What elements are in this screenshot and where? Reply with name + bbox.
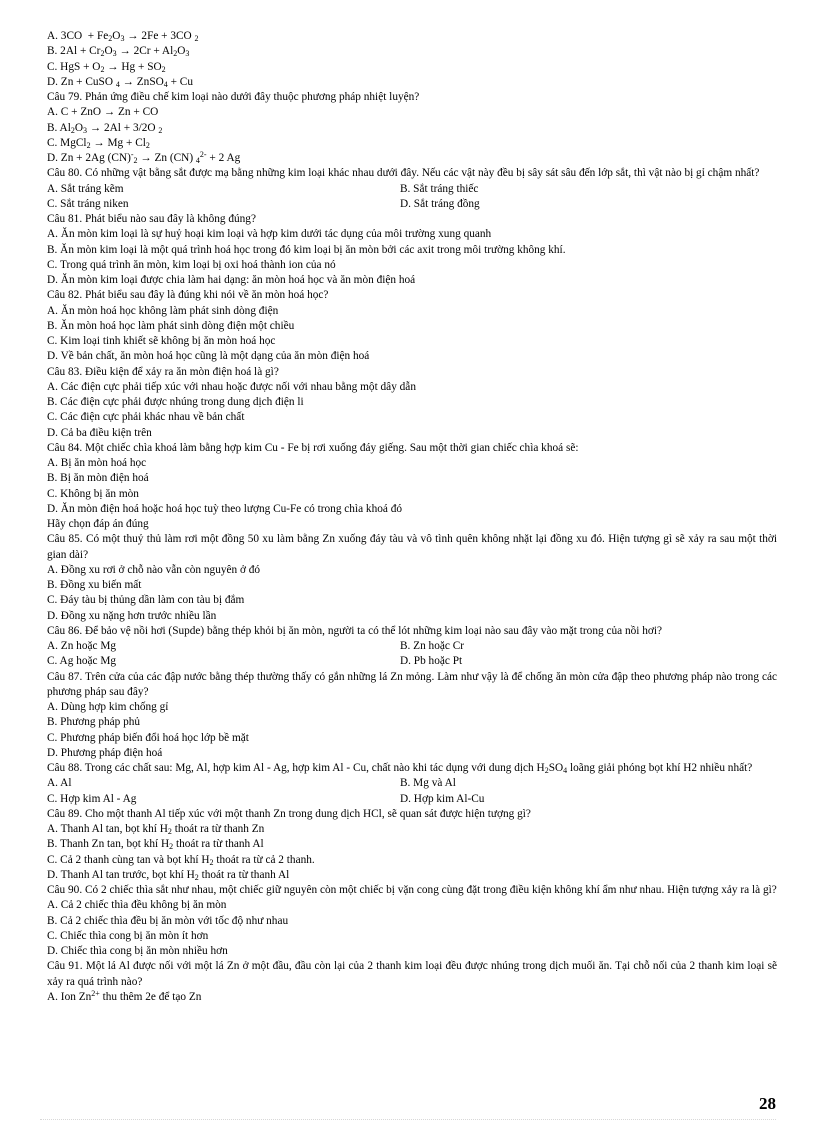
answer-option: A. Đồng xu rơi ở chỗ nào vẫn còn nguyên ở đó	[47, 563, 261, 576]
answer-option: A. C + ZnO → Zn + CO	[47, 106, 159, 119]
question-text: Câu 87. Trên cửa của các đập nước bằng thép thường thấy có gắn những lá Zn mỏng. Làm như vậy là để chống ăn mòn cửa đập theo phương pháp nào trong các phương pháp sau đây?	[47, 670, 777, 698]
answer-option: C. Các điện cực phải khác nhau về bản chất	[47, 411, 245, 424]
answer-row	[47, 654, 777, 669]
answer-row	[47, 182, 777, 197]
answer-option: C. Trong quá trình ăn mòn, kim loại bị oxi hoá thành ion của nó	[47, 258, 336, 271]
question-text: Câu 83. Điều kiện để xảy ra ăn mòn điện hoá là gì?	[47, 365, 279, 378]
answer-option: B. $Al_2O_3 \to 2Al + 3/2O$ $_2$	[47, 121, 163, 135]
answer-option: A. Thanh Al tan, bọt khí $H_2$ thoát ra từ thanh Zn	[47, 823, 265, 836]
footer-divider	[40, 1119, 776, 1120]
answer-option: C. Kim loại tinh khiết sẽ không bị ăn mòn hoá học	[47, 335, 276, 347]
answer-row	[47, 776, 777, 791]
answer-option: C. Phương pháp biến đổi hoá học lớp bề mặt	[47, 731, 249, 744]
answer-option: D. Chiếc thìa cong bị ăn mòn nhiều hơn	[47, 945, 228, 957]
question-text: Câu 90. Có 2 chiếc thìa sắt như nhau, một chiếc giữ nguyên còn một chiếc bị vặn cong cùng đặt trong điều kiện không khí ẩm như nhau. Hiện tượng xảy ra là gì?	[47, 884, 777, 896]
answer-option: D. Phương pháp điện hoá	[47, 746, 163, 759]
answer-option: C. Chiếc thìa cong bị ăn mòn ít hơn	[47, 929, 209, 942]
question-text: Câu 88. Trong các chất sau: Mg, Al, hợp kim Al - Ag, hợp kim Al - Cu, chất nào khi tác dụng với dung dịch $H_2SO_4$ loãng giải phóng bọt khí H2 nhiều nhất?	[47, 762, 753, 775]
answer-option: B. Phương pháp phủ	[47, 716, 141, 729]
answer-option: D. Sắt tráng đồng	[400, 197, 480, 210]
answer-option: B. Mg và Al	[400, 777, 456, 790]
question-text: Câu 79. Phản ứng điều chế kim loại nào dưới đây thuộc phương pháp nhiệt luyện?	[47, 91, 420, 103]
answer-option: D. Đồng xu nặng hơn trước nhiều lần	[47, 609, 217, 622]
answer-option: C. Sắt tráng niken	[47, 197, 129, 210]
answer-option: A. Cả 2 chiếc thìa đều không bị ăn mòn	[47, 899, 227, 912]
answer-option: A. $3CO + Fe_2O_3 \to 2Fe + 3CO$ $_2$	[47, 30, 199, 43]
question-text: Câu 89. Cho một thanh Al tiếp xúc với một thanh Zn trong dung dịch HCl, sẽ quan sát được hiện tượng gì?	[47, 807, 531, 820]
answer-option: A. Ăn mòn hoá học không làm phát sinh dòng điện	[47, 304, 279, 317]
answer-option: C. MgCl$_2$ → $Mg + Cl_2$	[47, 136, 150, 150]
answer-option: C. Không bị ăn mòn	[47, 487, 139, 500]
answer-option: A. Al	[47, 777, 72, 790]
answer-option: B. Các điện cực phải được nhúng trong dung dịch điện li	[47, 396, 304, 408]
question-text: Câu 82. Phát biểu sau đây là đúng khi nói về ăn mòn hoá học?	[47, 289, 329, 302]
answer-option: D. Ăn mòn điện hoá hoặc hoá học tuỳ theo lượng Cu-Fe có trong chìa khoá đó	[47, 502, 403, 515]
answer-option: C. Hợp kim Al - Ag	[47, 792, 137, 805]
question-text: Câu 80. Có những vật bằng sắt được mạ bằng những kim loại khác nhau dưới đây. Nếu các vật này đều bị sây sát sâu đến lớp sắt, thì vật nào bị gỉ chậm nhất?	[47, 167, 760, 180]
answer-option: A. Bị ăn mòn hoá học	[47, 457, 147, 469]
answer-option: D. Hợp kim Al-Cu	[400, 792, 485, 805]
answer-option: D. Cả ba điều kiện trên	[47, 426, 152, 439]
answer-option: D. Thanh Al tan trước, bọt khí $H_2$ thoát ra từ thanh Al	[47, 868, 290, 882]
answer-option: B. Thanh Zn tan, bọt khí $H_2$ thoát ra từ thanh Al	[47, 838, 264, 852]
answer-option: C. HgS + $O_2 \to Hg + SO_2$	[47, 60, 166, 74]
page-number: 28	[759, 1094, 776, 1113]
question-text: Câu 86. Để bảo vệ nồi hơi (Supde) bằng thép khỏi bị ăn mòn, người ta có thể lót những kim loại nào sau đây vào mặt trong của nồi hơi?	[47, 624, 662, 637]
answer-row	[47, 639, 777, 654]
answer-option: A. Ion $Zn^{2+}$ thu thêm 2e để tạo Zn	[47, 988, 202, 1003]
answer-option: A. Ăn mòn kim loại là sự huỷ hoại kim loại và hợp kim dưới tác dụng của môi trường xung quanh	[47, 228, 492, 241]
question-text: Câu 81. Phát biểu nào sau đây là không đúng?	[47, 213, 256, 225]
question-text: Câu 91. Một lá Al được nối với một lá Zn ở một đầu, đầu còn lại của 2 thanh kim loại đều được nhúng trong dịch muối ăn. Tại chỗ nối của 2 thanh kim loại sẽ xảy ra quá trình nào?	[47, 960, 777, 988]
answer-option: A. Các điện cực phải tiếp xúc với nhau hoặc được nối với nhau bằng một dây dẫn	[47, 380, 416, 393]
answer-option: B. Ăn mòn kim loại là một quá trình hoá học trong đó kim loại bị ăn mòn bởi các axit trong môi trường không khí.	[47, 243, 566, 256]
answer-option: B. Cả 2 chiếc thìa đều bị ăn mòn với tốc độ như nhau	[47, 914, 289, 927]
answer-row	[47, 792, 777, 807]
answer-option: A. Sắt tráng kẽm	[47, 182, 124, 195]
answer-option: C. Cả 2 thanh cùng tan và bọt khí $H_2$ thoát ra từ cả 2 thanh.	[47, 853, 315, 867]
answer-option: D. Pb hoặc Pt	[400, 655, 463, 668]
answer-option: B. Ăn mòn hoá học làm phát sinh dòng điện một chiều	[47, 319, 295, 332]
question-text: Câu 84. Một chiếc chìa khoá làm bằng hợp kim Cu - Fe bị rơi xuống đáy giếng. Sau một thời gian chiếc chìa khoá sẽ:	[47, 441, 579, 454]
answer-option: D. Ăn mòn kim loại được chia làm hai dạng: ăn mòn hoá học và ăn mòn điện hoá	[47, 274, 416, 286]
answer-option: A. Dùng hợp kim chống gỉ	[47, 701, 169, 713]
answer-option: C. Ag hoặc Mg	[47, 655, 117, 668]
answer-option: A. Zn hoặc Mg	[47, 640, 117, 652]
answer-option: D. Zn + CuSO $_4$ → ZnSO$_4$ + Cu	[47, 75, 193, 89]
document-body	[47, 29, 777, 1005]
answer-option: B. Đồng xu biến mất	[47, 579, 142, 591]
answer-option: D. Về bản chất, ăn mòn hoá học cũng là một dạng của ăn mòn điện hoá	[47, 350, 370, 363]
question-text: Câu 85. Có một thuỷ thủ làm rơi một đồng 50 xu làm bằng Zn xuống đáy tàu và vô tình quên không nhặt lại đồng xu đó. Hiện tượng gì sẽ xảy ra sau một thời gian dài?	[47, 533, 777, 561]
answer-option: B. Bị ăn mòn điện hoá	[47, 472, 149, 485]
answer-row	[47, 197, 777, 212]
answer-option: B. Zn hoặc Cr	[400, 640, 465, 652]
answer-option: C. Đáy tàu bị thủng dần làm con tàu bị đắm	[47, 594, 245, 607]
answer-option: B. Sắt tráng thiếc	[400, 182, 479, 195]
text-line: Hãy chọn đáp án đúng	[47, 518, 149, 530]
answer-option: D. Zn + 2Ag $(CN)^-_2 \to Zn$ (CN) $_4^{2-}$ + 2 Ag	[47, 150, 241, 165]
answer-option: B. $2Al + Cr_2O_3 \to 2Cr + Al_2O_3$	[47, 45, 190, 59]
